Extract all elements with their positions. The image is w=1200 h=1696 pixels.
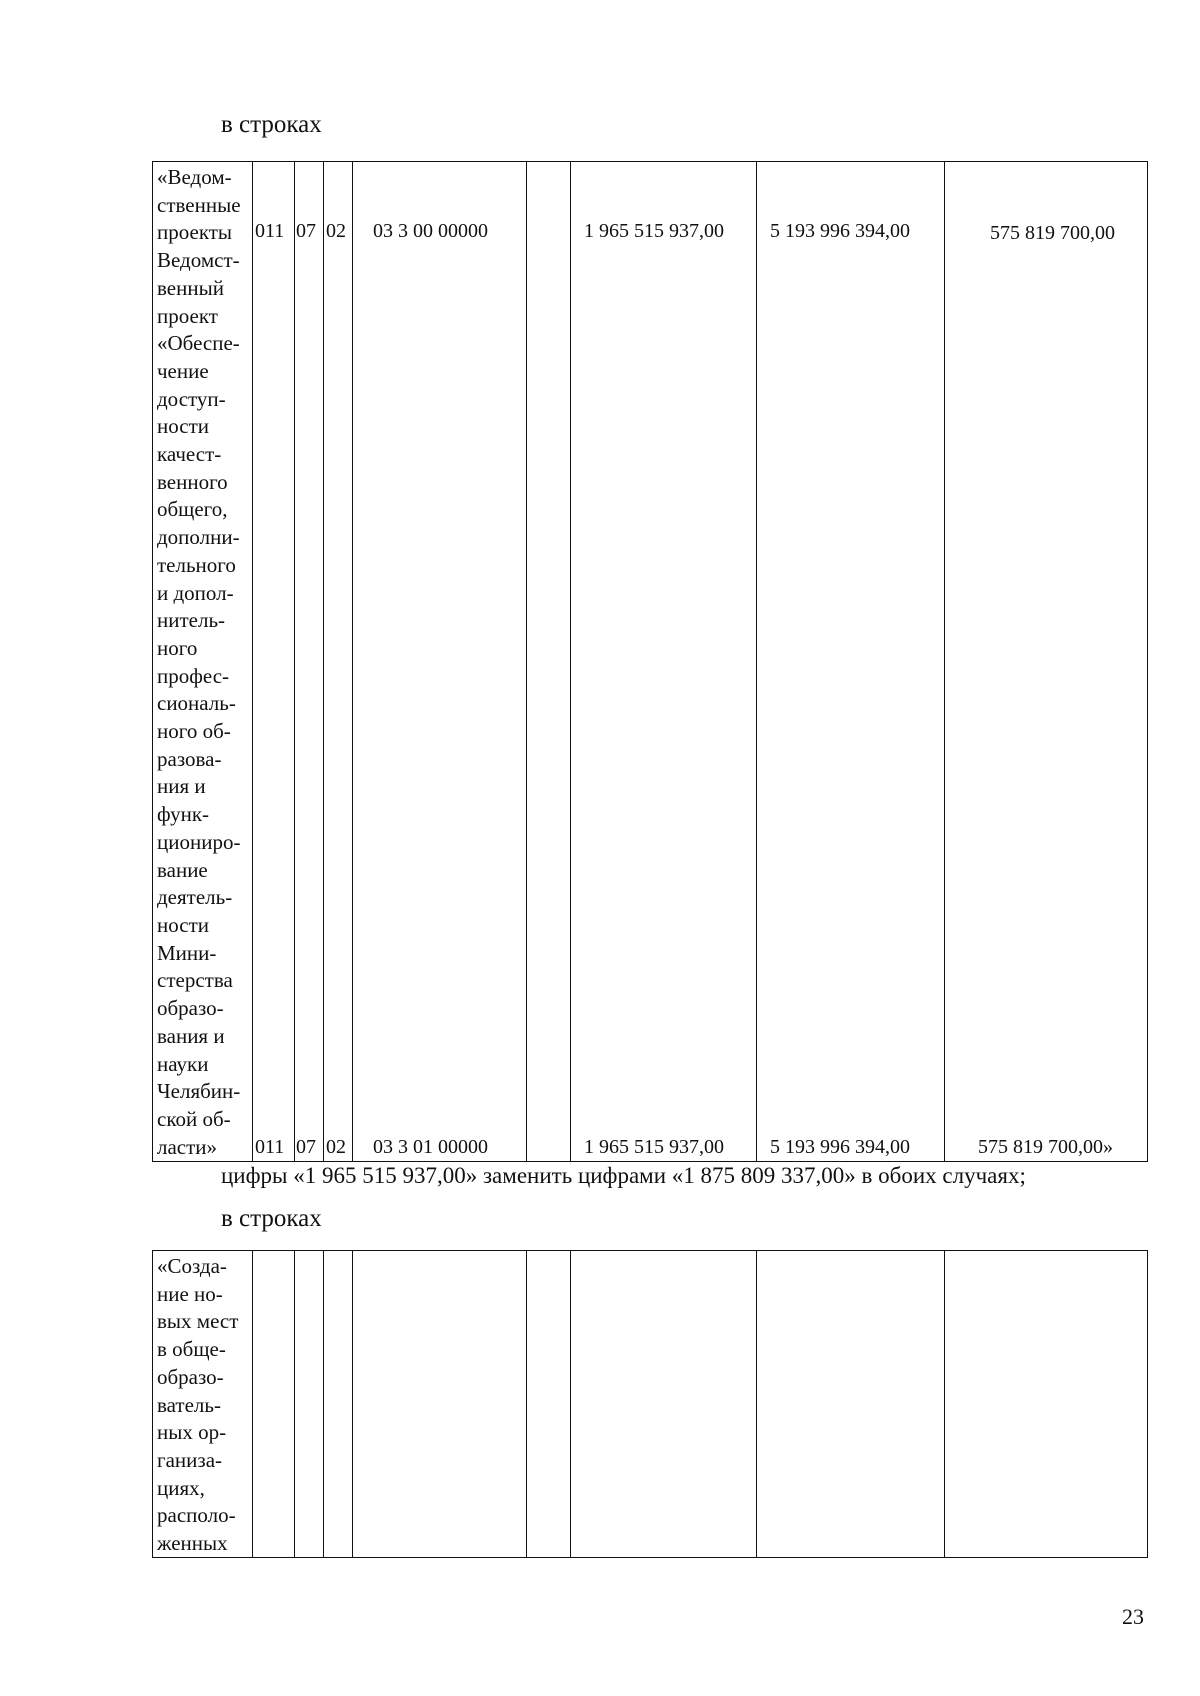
row-name-line: вых мест (157, 1309, 239, 1334)
column-divider (294, 1251, 295, 1557)
column-divider (756, 162, 757, 1161)
row-name-line: «Обеспе- (157, 331, 240, 356)
row-name-line: ния и (157, 774, 206, 799)
row-name-line: науки (157, 1051, 209, 1076)
row-name-cell (157, 1253, 253, 1558)
column-divider (323, 1251, 324, 1557)
row-name-line: Челябин- (157, 1079, 241, 1104)
column-divider (352, 1251, 353, 1557)
section-code: 07 (296, 1136, 316, 1158)
row-name-line: общего, (157, 497, 228, 522)
column-divider (352, 162, 353, 1161)
row-name-line: и допол- (157, 580, 234, 605)
column-divider (570, 1251, 571, 1557)
row-name-line: в обще- (157, 1337, 226, 1362)
column-divider (944, 1251, 945, 1557)
row-name-line: качест- (157, 442, 222, 467)
amount-year-1: 1 965 515 937,00 (584, 1136, 724, 1158)
row-name-line: ние но- (157, 1281, 223, 1306)
replacement-instruction: цифры «1 965 515 937,00» заменить цифрами «1 875 809 337,00» в обоих случаях; (221, 1163, 1026, 1188)
row-name-line: «Ведом- (157, 165, 232, 189)
column-divider (526, 1251, 527, 1557)
row-name-line: сиональ- (157, 691, 236, 716)
budget-table-1 (152, 161, 1148, 1162)
column-divider (570, 162, 571, 1161)
row-name-line: венный (157, 275, 224, 300)
row-name-line: «Созда- (157, 1254, 227, 1278)
row-name-line: деятель- (157, 885, 233, 910)
row-name-line: тельного (157, 552, 236, 577)
amount-year-1: 1 965 515 937,00 (584, 220, 724, 242)
row-name-line: ных ор- (157, 1420, 227, 1445)
amount-year-2: 5 193 996 394,00 (770, 220, 910, 242)
budget-table-2 (152, 1250, 1148, 1558)
row-name-line: ватель- (157, 1392, 221, 1417)
target-article-code: 03 3 01 00000 (373, 1136, 488, 1158)
column-divider (944, 162, 945, 1161)
amount-year-3: 575 819 700,00» (978, 1136, 1113, 1158)
row-name-line: ской об- (157, 1106, 231, 1131)
row-name-line: циях, (157, 1475, 205, 1500)
ministry-code: 011 (255, 1136, 285, 1158)
row-name-line: циониро- (157, 829, 241, 854)
row-name-line: Мини- (157, 940, 217, 965)
row-name-line: вания и (157, 1023, 225, 1048)
subsection-code: 02 (326, 1136, 346, 1158)
row-name-cell (157, 164, 253, 1161)
column-divider (323, 162, 324, 1161)
row-name-line: нитель- (157, 608, 226, 633)
row-name-line: профес- (157, 663, 230, 688)
amount-year-2: 5 193 996 394,00 (770, 1136, 910, 1158)
row-name-line: функ- (157, 802, 210, 827)
row-name-line: образо- (157, 996, 224, 1021)
subsection-code: 02 (326, 220, 346, 242)
row-name-line: ного об- (157, 719, 231, 744)
row-name-line: Ведомст- (157, 248, 240, 273)
row-name-line: проекты (157, 220, 233, 245)
row-name-line: стерства (157, 968, 233, 993)
row-name-line: женных (157, 1531, 228, 1556)
row-name-line: ности (157, 912, 209, 937)
heading-in-rows-1: в строках (221, 111, 322, 138)
row-name-line: разова- (157, 746, 222, 771)
row-name-line: венного (157, 469, 228, 494)
row-name-line: проект (157, 303, 218, 328)
row-name-line: ного (157, 635, 198, 660)
amount-year-3: 575 819 700,00 (990, 222, 1115, 244)
row-name-line: располо- (157, 1503, 236, 1528)
row-name-line: чение (157, 358, 209, 383)
row-name-line: вание (157, 857, 208, 882)
row-name-line: ности (157, 414, 209, 439)
row-name-line: ласти» (157, 1134, 218, 1159)
section-code: 07 (296, 220, 316, 242)
column-divider (294, 162, 295, 1161)
ministry-code: 011 (255, 220, 285, 242)
column-divider (756, 1251, 757, 1557)
row-name-line: доступ- (157, 386, 226, 411)
row-name-line: ганиза- (157, 1447, 223, 1472)
row-name-line: образо- (157, 1364, 224, 1389)
page-number: 23 (1122, 1604, 1144, 1629)
target-article-code: 03 3 00 00000 (373, 220, 488, 242)
heading-in-rows-2: в строках (221, 1205, 322, 1232)
row-name-line: дополни- (157, 525, 240, 550)
row-name-line: ственные (157, 192, 241, 217)
column-divider (526, 162, 527, 1161)
